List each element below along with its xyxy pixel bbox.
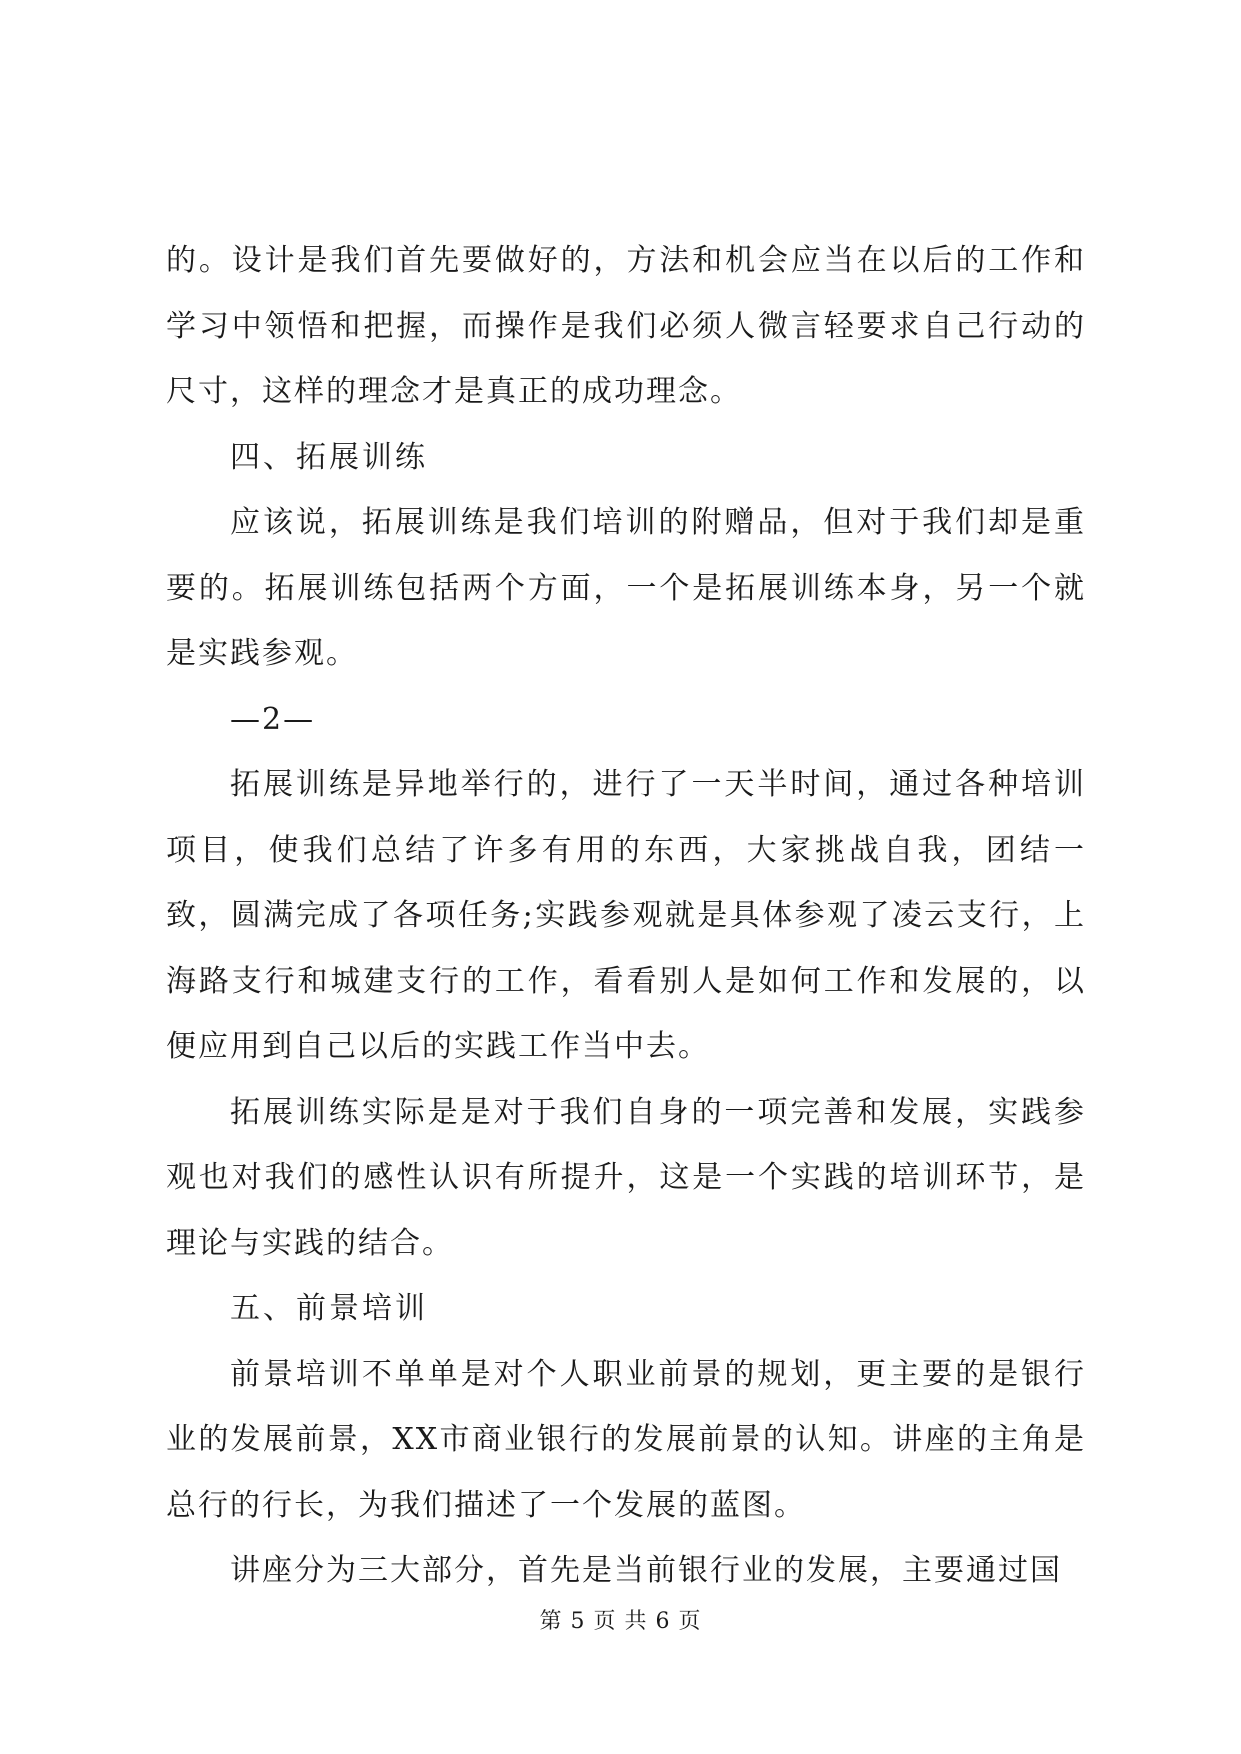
inline-page-marker: —2— (230, 701, 316, 737)
paragraph-expansion-intro: 应该说，拓展训练是我们培训的附赠品，但对于我们却是重要的。拓展训练包括两个方面，一个是拓展训练本身，另一个就是实践参观。 (166, 505, 1086, 671)
paragraph-prospect-intro: 前景培训不单单是对个人职业前景的规划，更主要的是银行业的发展前景，XX市商业银行的发展前景的认知。讲座的主角是总行的行长，为我们描述了一个发展的蓝图。 (166, 1356, 1086, 1523)
document-body (166, 228, 1086, 1604)
paragraph-expansion-detail: 拓展训练是异地举行的，进行了一天半时间，通过各种培训项目，使我们总结了许多有用的东西，大家挑战自我，团结一致，圆满完成了各项任务;实践参观就是具体参观了凌云支行，上海路支行和城建支行的工作，看看别人是如何工作和发展的，以便应用到自己以后的实践工作当中去。 (166, 767, 1086, 1064)
section-heading-four: 四、拓展训练 (230, 439, 428, 475)
paragraph-lecture-parts: 讲座分为三大部分，首先是当前银行业的发展，主要通过国 (230, 1553, 1062, 1588)
section-heading-five: 五、前景培训 (230, 1291, 428, 1326)
page-footer-number: 第 5 页 共 6 页 (539, 1609, 702, 1634)
paragraph-continuation: 的。设计是我们首先要做好的，方法和机会应当在以后的工作和学习中领悟和把握，而操作是我们必须人微言轻要求自己行动的尺寸，这样的理念才是真正的成功理念。 (166, 243, 1086, 409)
paragraph-expansion-summary: 拓展训练实际是是对于我们自身的一项完善和发展，实践参观也对我们的感性认识有所提升，这是一个实践的培训环节，是理论与实践的结合。 (166, 1094, 1086, 1261)
